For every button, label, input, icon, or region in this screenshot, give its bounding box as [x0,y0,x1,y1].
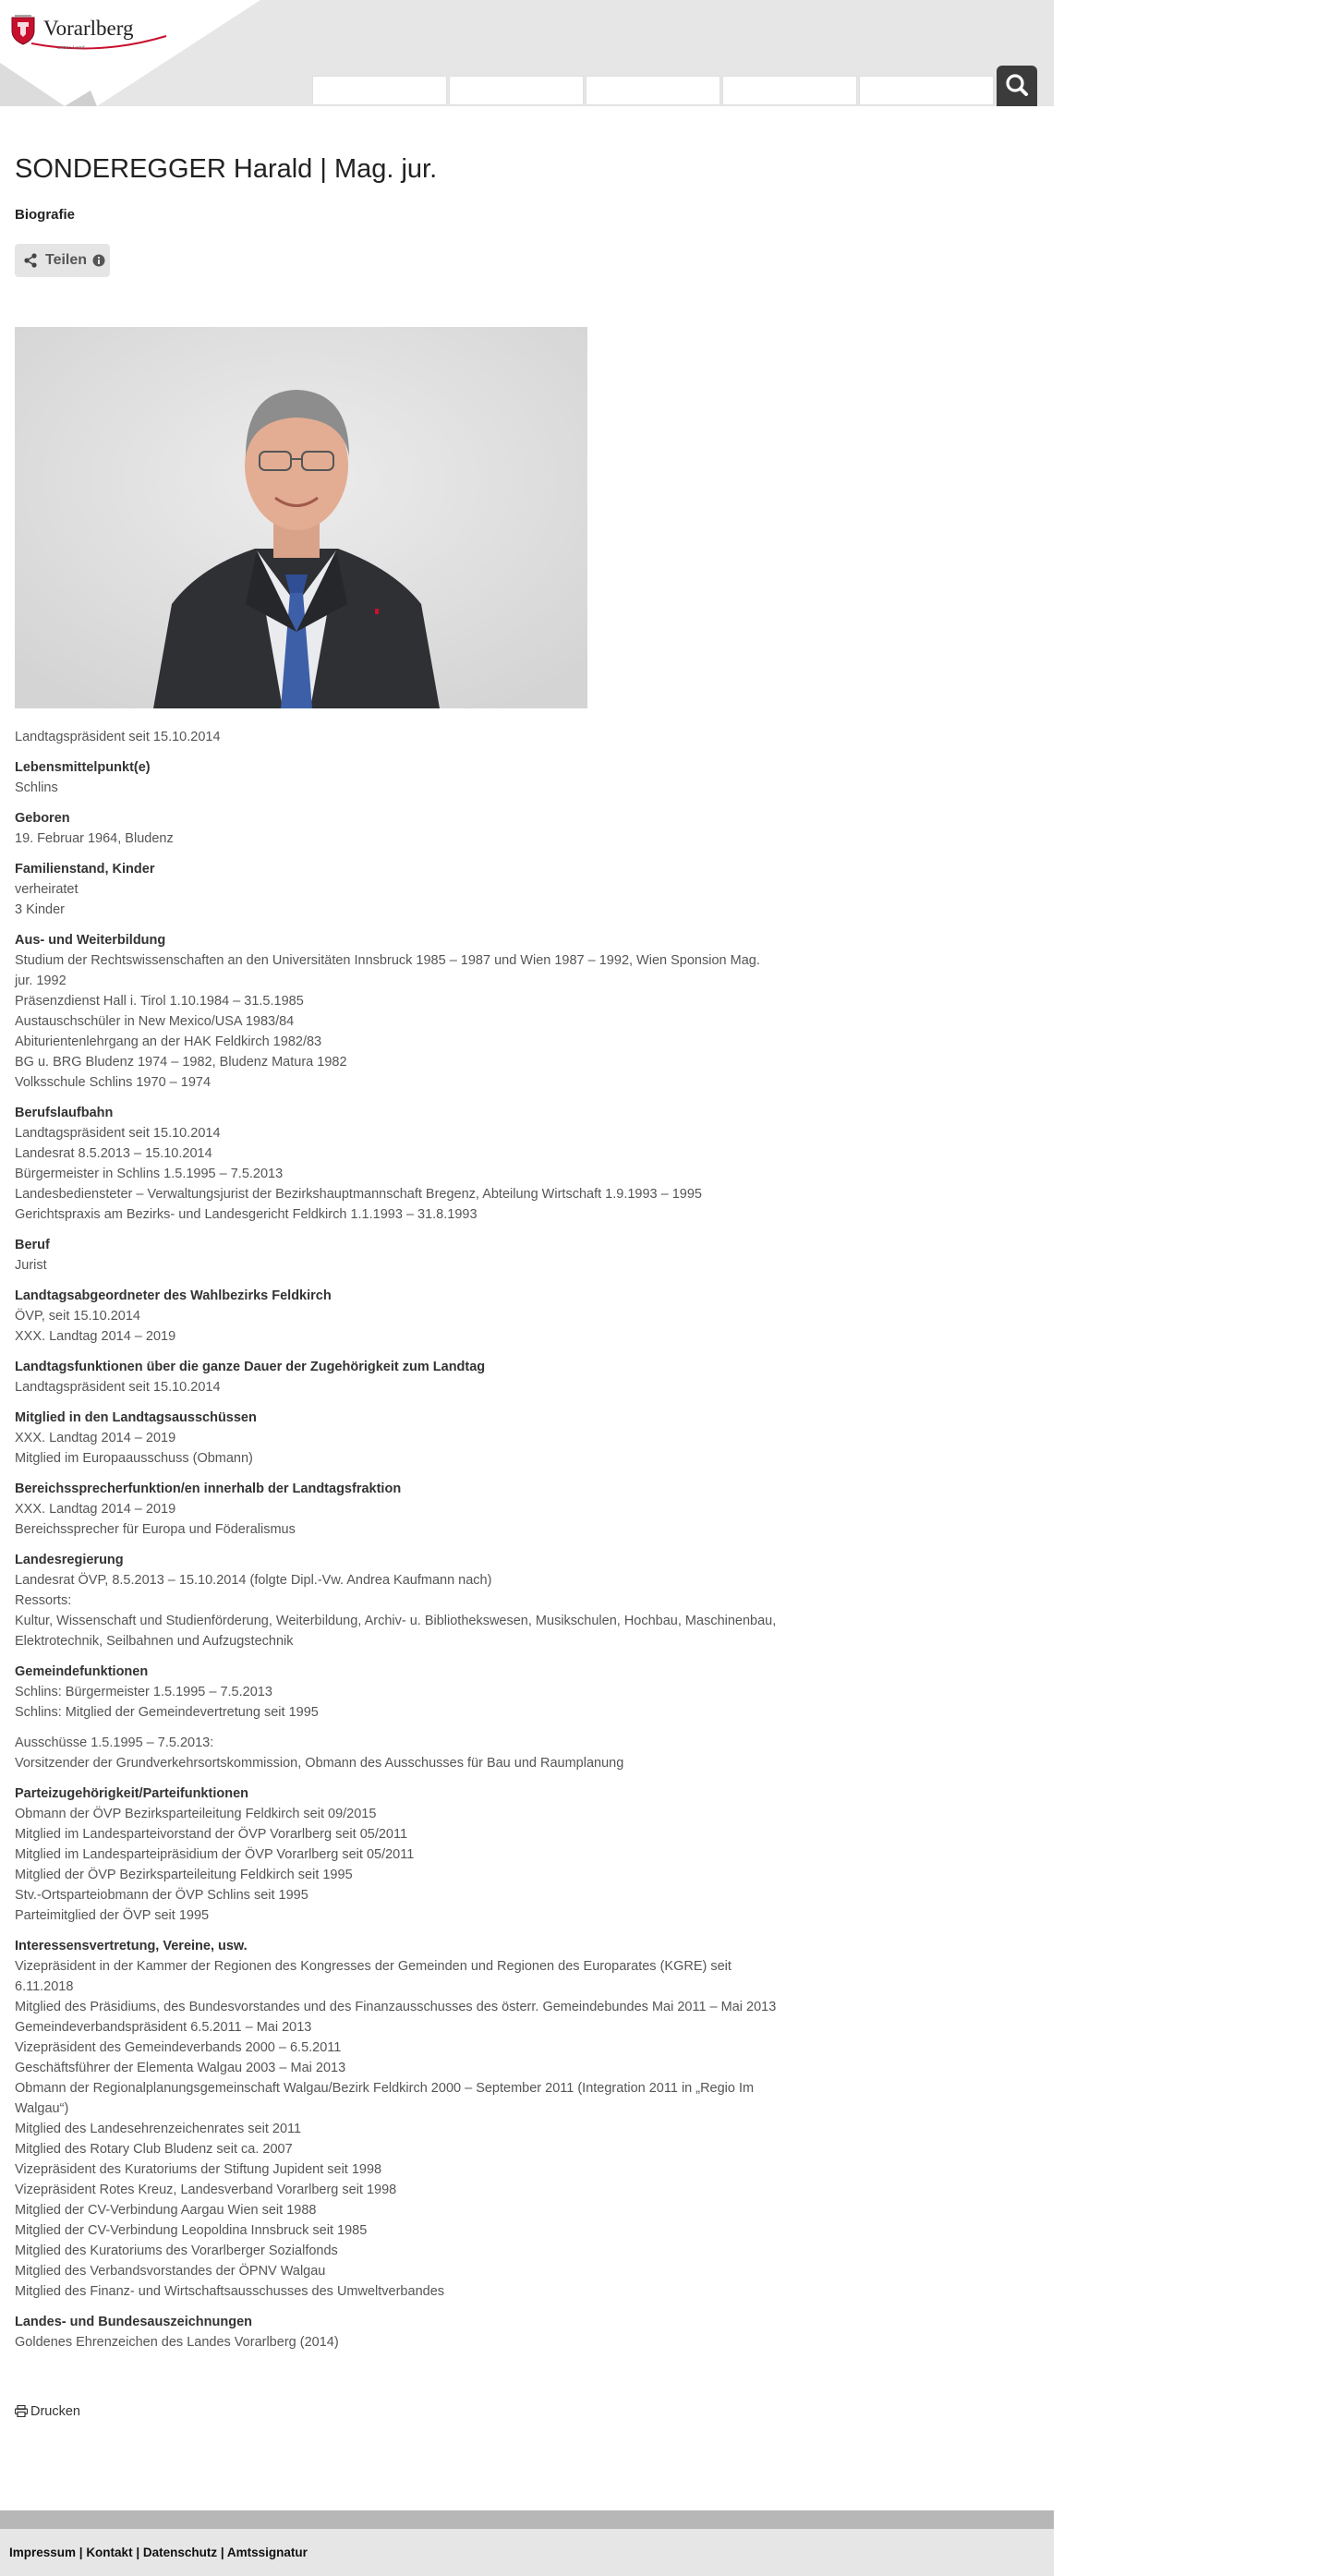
bio-line: Abiturientenlehrgang an der HAK Feldkirch 1982/83 [15,1034,322,1049]
bio-line: verheiratet [15,882,79,897]
bio-line: Vizepräsident des Gemeindeverbands 2000 – 6.5.2011 [15,2040,342,2055]
bio-section-title: Landes- und Bundesauszeichnungen [15,2315,252,2329]
bio-line: Präsenzdienst Hall i. Tirol 1.10.1984 – 31.5.1985 [15,994,304,1009]
bio-section-title: Landesregierung [15,1553,124,1567]
bio-line: Mitglied des Rotary Club Bludenz seit ca. 2007 [15,2142,293,2157]
bio-section [15,859,781,920]
biography [15,727,781,2352]
bio-section [15,930,781,1093]
bio-line: Parteimitglied der ÖVP seit 1995 [15,1908,210,1923]
bio-section [15,1733,781,1773]
bio-line: Gerichtspraxis am Bezirks- und Landesgericht Feldkirch 1.1.1993 – 31.8.1993 [15,1207,478,1222]
bio-section-title: Interessensvertretung, Vereine, usw. [15,1939,248,1953]
bio-line: Vorsitzender der Grundverkehrsortskommission, Obmann des Ausschusses für Bau und Raumplanung [15,1756,624,1771]
share-button[interactable] [15,244,110,277]
bio-section [15,1550,781,1651]
logo-text: Vorarlberg [43,17,134,40]
bio-line: XXX. Landtag 2014 – 2019 [15,1329,176,1344]
share-label: Teilen [45,252,88,268]
bio-section [15,808,781,849]
bio-section-title: Landtagsabgeordneter des Wahlbezirks Feldkirch [15,1288,332,1303]
logo-subtitle: unser Land [57,45,86,51]
site-footer [0,2529,1054,2576]
footer-separator: | [76,2546,87,2559]
bio-section-title: Familienstand, Kinder [15,862,155,877]
bio-line: Mitglied im Landesparteivorstand der ÖVP Vorarlberg seit 05/2011 [15,1827,408,1842]
bio-line: 3 Kinder [15,902,66,917]
bio-line: Mitglied des Präsidiums, des Bundesvorstandes und des Finanzausschusses des österr. Gemeindebundes Mai 2011 – Mai 2013 [15,2000,777,2014]
bio-section [15,1357,781,1397]
bio-section-title: Mitglied in den Landtagsausschüssen [15,1410,257,1425]
bio-line: Geschäftsführer der Elementa Walgau 2003 – Mai 2013 [15,2061,346,2075]
search-icon [997,66,1037,106]
nav-item-2[interactable] [449,76,584,105]
bio-line: Obmann der ÖVP Bezirksparteileitung Feldkirch seit 09/2015 [15,1807,377,1821]
bio-line: Mitglied im Europaausschuss (Obmann) [15,1451,253,1466]
bio-line: Landesrat ÖVP, 8.5.2013 – 15.10.2014 (folgte Dipl.-Vw. Andrea Kaufmann nach) [15,1573,492,1588]
bio-line: Gemeindeverbandspräsident 6.5.2011 – Mai 2013 [15,2020,312,2035]
page-subtitle: Biografie [15,207,76,223]
bio-line: 19. Februar 1964, Bludenz [15,831,174,846]
bio-line: Mitglied des Verbandsvorstandes der ÖPNV Walgau [15,2264,326,2279]
bio-line: Mitglied der ÖVP Bezirksparteileitung Feldkirch seit 1995 [15,1868,353,1882]
vorarlberg-logo[interactable] [9,14,162,60]
bio-line: Goldenes Ehrenzeichen des Landes Vorarlberg (2014) [15,2335,339,2350]
print-icon [15,2405,28,2417]
bio-line: Ressorts: [15,1593,72,1608]
nav-item-5[interactable] [859,76,994,105]
bio-line: ÖVP, seit 15.10.2014 [15,1309,140,1324]
bio-line: Bereichssprecher für Europa und Föderalismus [15,1522,296,1537]
footer-links [9,2546,308,2559]
bio-line: BG u. BRG Bludenz 1974 – 1982, Bludenz Matura 1982 [15,1055,347,1070]
bio-line: Schlins: Mitglied der Gemeindevertretung seit 1995 [15,1705,319,1720]
footer-separator: | [132,2546,143,2559]
footer-link-impressum[interactable]: Impressum [9,2546,77,2559]
site-header [0,0,1054,106]
bio-section [15,1662,781,1723]
portrait-illustration [15,327,587,708]
bio-line: Landesrat 8.5.2013 – 15.10.2014 [15,1146,212,1161]
nav-item-1[interactable] [312,76,447,105]
bio-line: Mitglied des Kuratoriums des Vorarlberger Sozialfonds [15,2243,338,2258]
bio-section-title: Parteizugehörigkeit/Parteifunktionen [15,1786,248,1801]
bio-section [15,1286,781,1347]
footer-link-kontakt[interactable]: Kontakt [86,2546,133,2559]
logo-swoosh [30,34,168,51]
bio-line: XXX. Landtag 2014 – 2019 [15,1431,176,1445]
bio-section-title: Geboren [15,811,70,826]
bio-line: Mitglied des Landesehrenzeichenrates seit 2011 [15,2122,302,2136]
print-label: Drucken [30,2404,80,2419]
bio-line: Stv.-Ortsparteiobmann der ÖVP Schlins seit 1995 [15,1888,308,1903]
bio-section [15,2312,781,2352]
bio-section-title: Lebensmittelpunkt(e) [15,760,151,775]
bio-section [15,1784,781,1926]
bio-section-title: Bereichssprecherfunktion/en innerhalb der Landtagsfraktion [15,1482,402,1496]
bio-section-title: Berufslaufbahn [15,1106,114,1120]
bio-line: Landtagspräsident seit 15.10.2014 [15,1380,221,1395]
bio-line: Vizepräsident in der Kammer der Regionen des Kongresses der Gemeinden und Regionen des Europarates (KGRE) seit 6.11.2018 [15,1959,732,1994]
bio-line: Obmann der Regionalplanungsgemeinschaft Walgau/Bezirk Feldkirch 2000 – September 2011 (Integration 2011 in „Regio Im Walgau“) [15,2081,755,2116]
bio-section-title: Landtagsfunktionen über die ganze Dauer der Zugehörigkeit zum Landtag [15,1360,486,1374]
main-navigation [312,76,996,105]
bio-line: Volksschule Schlins 1970 – 1974 [15,1075,212,1090]
share-icon [23,253,38,268]
biography-sections [15,757,781,2352]
bio-line: Mitglied der CV-Verbindung Aargau Wien seit 1988 [15,2203,317,2218]
bio-section [15,1103,781,1225]
bio-line: Austauschschüler in New Mexico/USA 1983/84 [15,1014,295,1029]
bio-line: Mitglied im Landesparteipräsidium der ÖVP Vorarlberg seit 05/2011 [15,1847,415,1862]
bio-line: Mitglied des Finanz- und Wirtschaftsausschusses des Umweltverbandes [15,2284,445,2299]
search-button[interactable] [997,66,1037,106]
portrait-photo [15,327,587,708]
bio-line: Vizepräsident des Kuratoriums der Stiftung Jupident seit 1998 [15,2162,382,2177]
footer-link-amtssignatur[interactable]: Amtssignatur [226,2546,308,2559]
bio-line: Bürgermeister in Schlins 1.5.1995 – 7.5.2013 [15,1167,284,1181]
bio-line: Ausschüsse 1.5.1995 – 7.5.2013: [15,1735,214,1750]
page-title: SONDEREGGER Harald | Mag. jur. [15,154,438,184]
bio-line: Jurist [15,1258,47,1273]
bio-line: Mitglied der CV-Verbindung Leopoldina Innsbruck seit 1985 [15,2223,368,2238]
nav-item-3[interactable] [586,76,720,105]
bio-line: Schlins: Bürgermeister 1.5.1995 – 7.5.2013 [15,1685,272,1699]
bio-line: Kultur, Wissenschaft und Studienförderung, Weiterbildung, Archiv- u. Bibliothekswesen, Musikschulen, Hochbau, Maschinenbau, Elektrotechnik, Seilbahnen und Aufzugstechnik [15,1614,777,1649]
footer-separator: | [217,2546,227,2559]
header-logo-area [0,0,268,106]
footer-link-datenschutz[interactable]: Datenschutz [142,2546,218,2559]
bio-line: Studium der Rechtswissenschaften an den Universitäten Innsbruck 1985 – 1987 und Wien 1987 – 1992, Wien Sponsion Mag. jur. 1992 [15,953,760,988]
bio-section [15,757,781,798]
footer-bar [0,2510,1054,2529]
bio-section [15,1408,781,1469]
info-icon [92,254,105,267]
bio-section-title: Gemeindefunktionen [15,1664,149,1679]
bio-section-title: Aus- und Weiterbildung [15,933,166,948]
intro-text: Landtagspräsident seit 15.10.2014 [15,730,221,744]
bio-section [15,1235,781,1276]
nav-item-4[interactable] [722,76,857,105]
bio-line: Landesbediensteter – Verwaltungsjurist der Bezirkshauptmannschaft Bregenz, Abteilung Wirtschaft 1.9.1993 – 1995 [15,1187,702,1202]
bio-line: Landtagspräsident seit 15.10.2014 [15,1126,221,1141]
bio-line: Vizepräsident Rotes Kreuz, Landesverband Vorarlberg seit 1998 [15,2183,397,2197]
bio-section [15,1479,781,1540]
bio-line: XXX. Landtag 2014 – 2019 [15,1502,176,1517]
bio-section [15,1936,781,2302]
print-link[interactable] [15,2404,80,2419]
bio-line: Schlins [15,780,58,795]
bio-section-title: Beruf [15,1238,50,1252]
